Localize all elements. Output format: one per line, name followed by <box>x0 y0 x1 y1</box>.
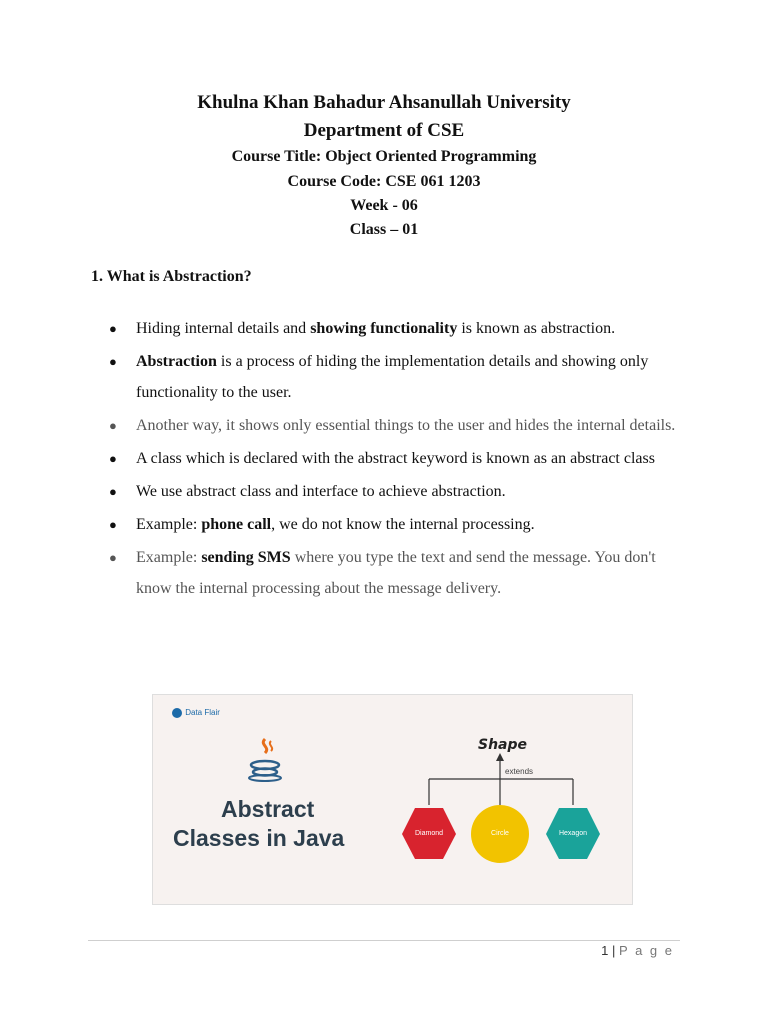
arrowhead <box>496 753 504 761</box>
week-label: Week - 06 <box>350 197 418 214</box>
figure-title: Abstract Classes in Java <box>173 796 345 851</box>
extends-label: extends <box>505 767 534 776</box>
section-heading: 1. What is Abstraction? <box>91 268 252 285</box>
shape-root-label: Shape <box>478 737 528 753</box>
list-item: ● Another way, it shows only essential things to the user and hides the internal details. <box>109 410 679 441</box>
bullet-icon: ● <box>109 517 117 532</box>
bullet-icon: ● <box>109 451 117 466</box>
abstract-classes-figure <box>152 694 633 905</box>
list-item: ● A class which is declared with the abstract keyword is known as an abstract class <box>109 443 679 474</box>
node-label: Diamond <box>414 830 443 837</box>
bullet-icon: ● <box>109 321 117 336</box>
node-label: Hexagon <box>558 830 588 837</box>
course-code: Course Code: CSE 061 1203 <box>287 173 481 190</box>
node-label: Circle <box>491 830 509 837</box>
bullet-icon: ● <box>109 418 117 433</box>
course-title: Course Title: Object Oriented Programming <box>231 148 537 165</box>
list-item: ● We use abstract class and interface to achieve abstraction. <box>109 476 679 507</box>
page-footer: 1 | P a g e <box>601 943 674 958</box>
logo: Data Flair <box>171 707 220 719</box>
bullet-icon: ● <box>109 484 117 499</box>
list-item: ● Hiding internal details and showing functionality is known as abstraction. <box>109 313 679 344</box>
bullet-list <box>109 313 679 606</box>
university-name: Khulna Khan Bahadur Ahsanullah University <box>197 92 571 113</box>
list-item: ● Example: sending SMS where you type the text and send the message. You don't know the internal processing about the message delivery. <box>109 542 679 604</box>
footer-divider <box>88 940 680 941</box>
hierarchy-diagram <box>153 695 632 904</box>
department-name: Department of CSE <box>303 120 465 141</box>
bullet-icon: ● <box>109 550 117 565</box>
bullet-icon: ● <box>109 354 117 369</box>
list-item: ● Abstraction is a process of hiding the implementation details and showing only functionality to the user. <box>109 346 679 408</box>
class-label: Class – 01 <box>349 221 419 238</box>
list-item: ● Example: phone call, we do not know the internal processing. <box>109 509 679 540</box>
